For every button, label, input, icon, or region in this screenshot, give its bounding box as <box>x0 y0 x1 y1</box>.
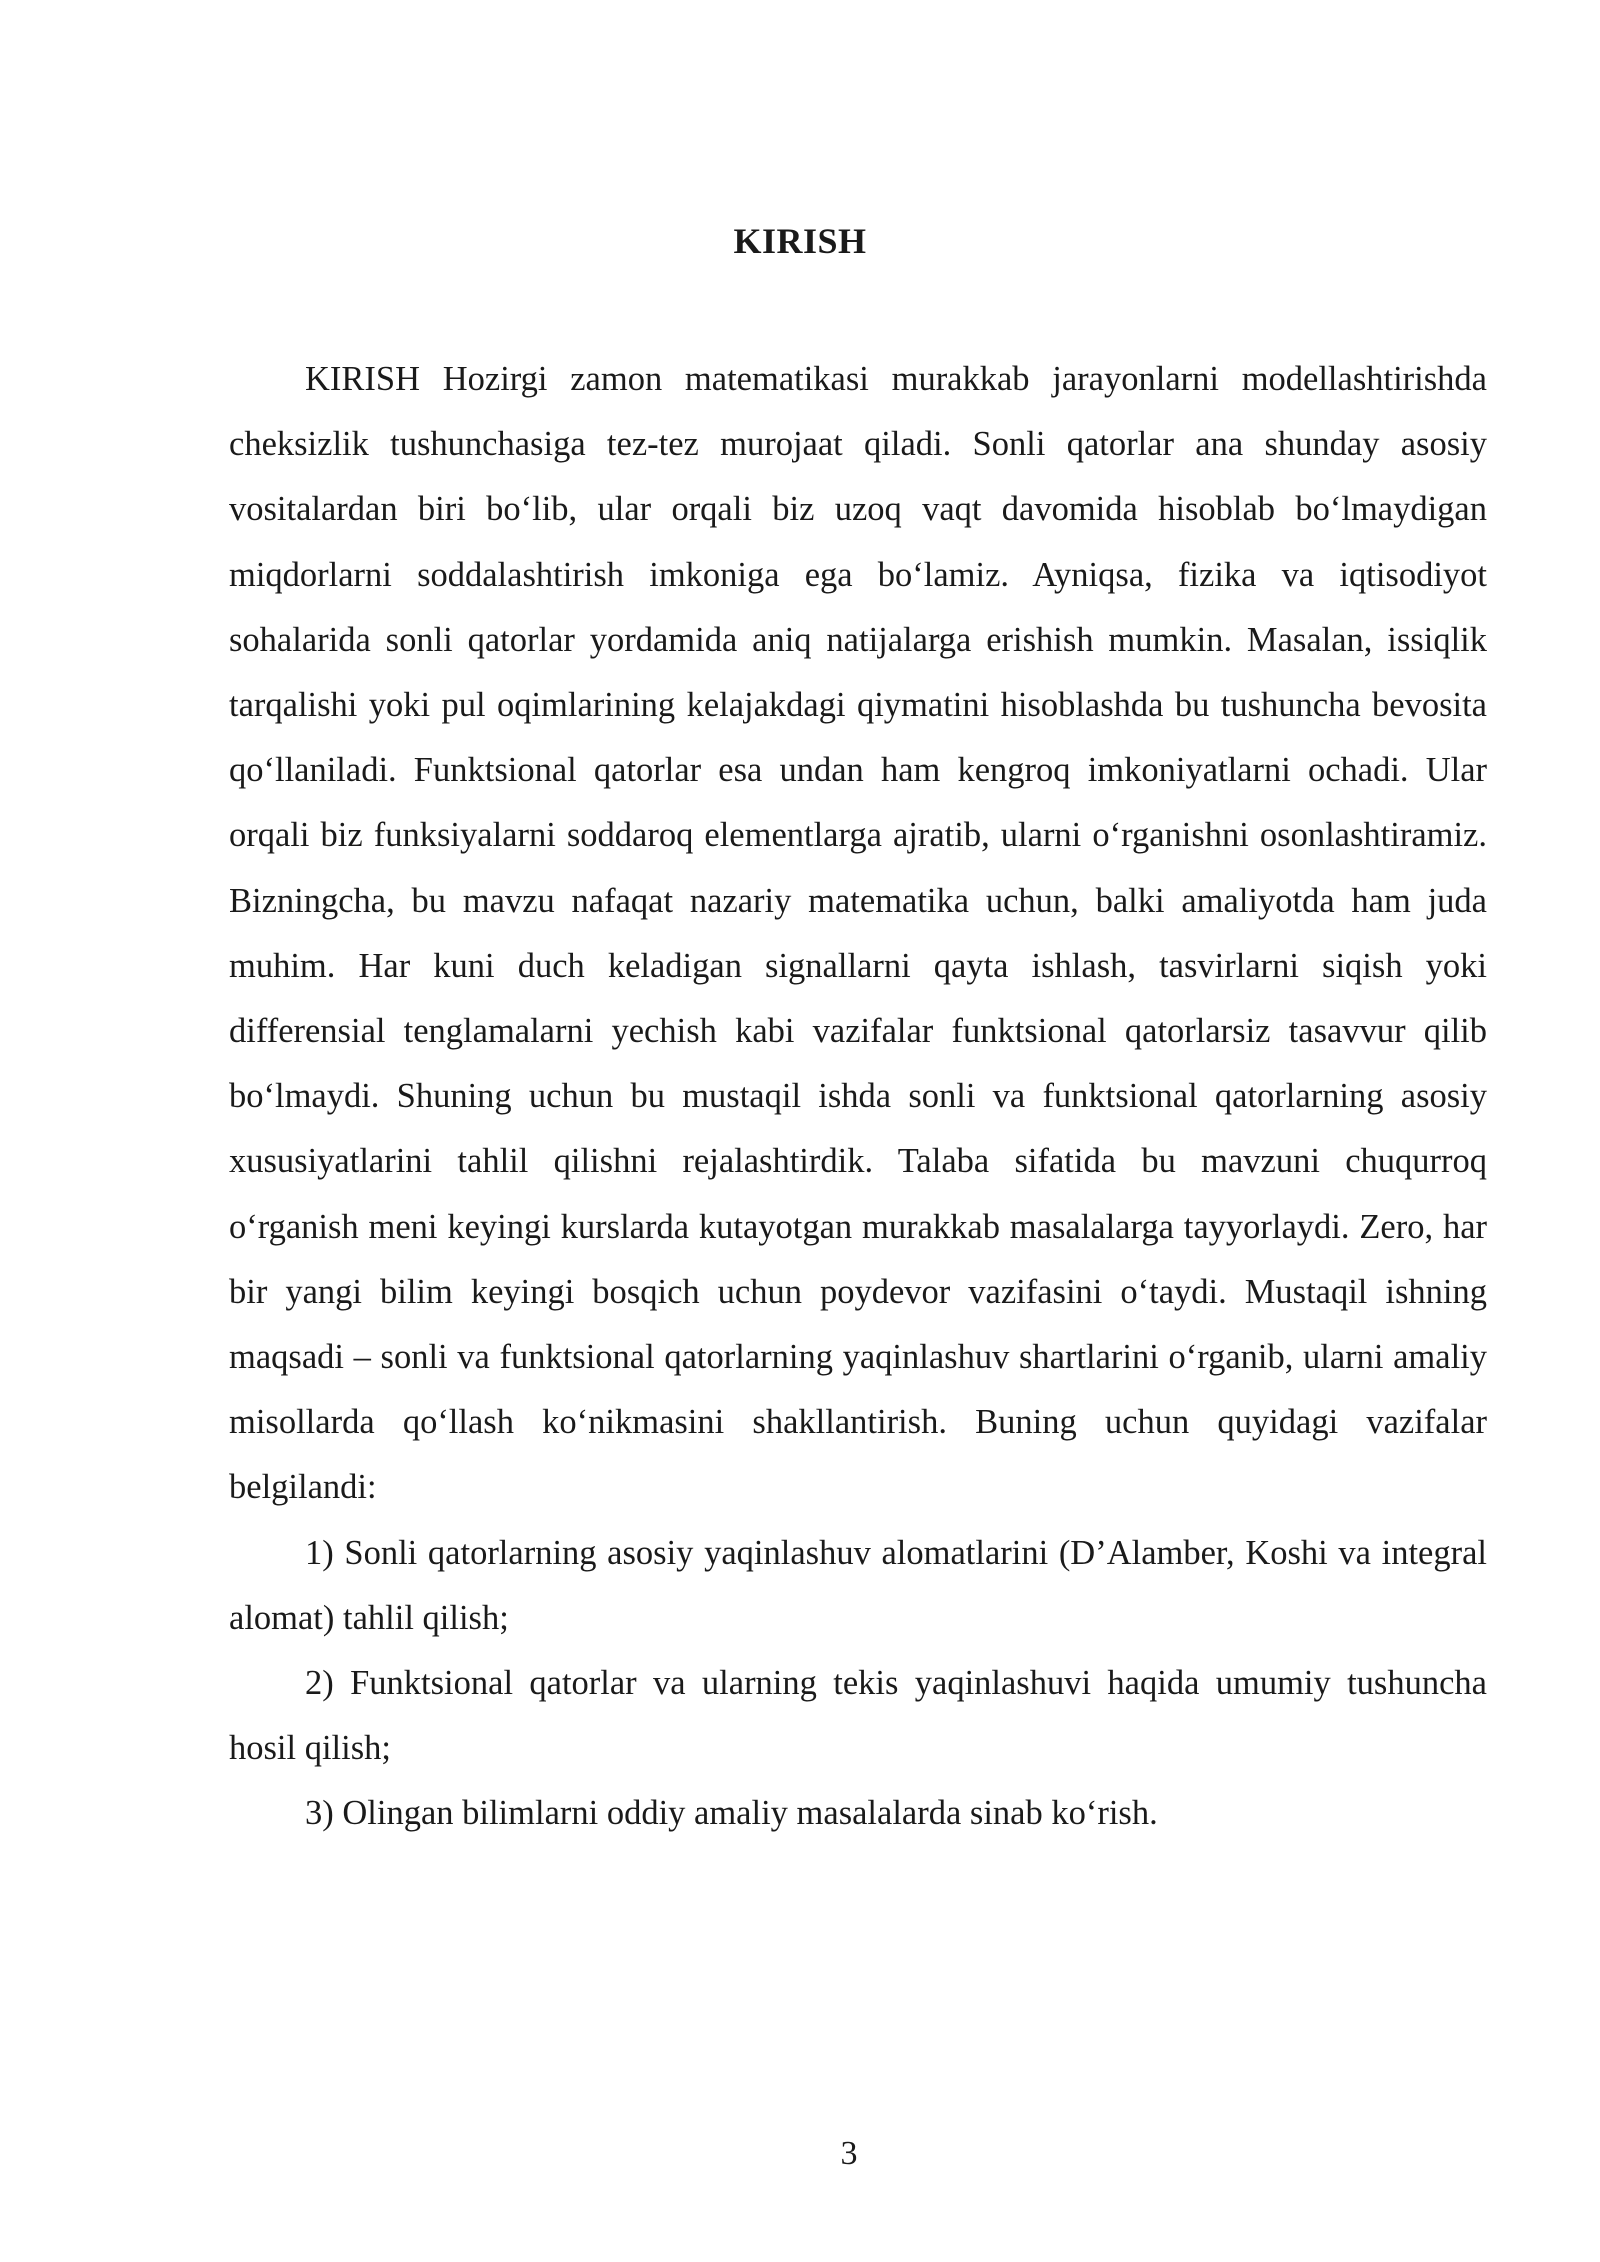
body-text <box>229 347 1487 1847</box>
task-item-1: 1) Sonli qatorlarning asosiy yaqinlashuv alomatlarini (D’Alamber, Koshi va integral alomat) tahlil qilish; <box>229 1533 1487 1637</box>
task-item-3: 3) Olingan bilimlarni oddiy amaliy masalalarda sinab ko‘rish. <box>305 1794 1158 1833</box>
page-number: 3 <box>840 2135 858 2172</box>
section-title: KIRISH <box>733 221 867 261</box>
intro-paragraph: KIRISH Hozirgi zamon matematikasi murakkab jarayonlarni modellashtirishda cheksizlik tushunchasiga tez-tez murojaat qiladi. Sonli qatorlar ana shunday asosiy vositalardan biri bo‘lib, ular orqali biz uzoq vaqt davomida hisoblab bo‘lmaydigan miqdorlarni soddalashtirish imkoniga ega bo‘lamiz. Ayniqsa, fizika va iqtisodiyot sohalarida sonli qatorlar yordamida aniq natijalarga erishish mumkin. Masalan, issiqlik tarqalishi yoki pul oqimlarining kelajakdagi qiymatini hisoblashda bu tushuncha bevosita qo‘llaniladi. Funktsional qatorlar esa undan ham kengroq imkoniyatlarni ochadi. Ular orqali biz funksiyalarni soddaroq elementlarga ajratib, ularni o‘rganishni osonlashtiramiz. Bizningcha, bu mavzu nafaqat nazariy matematika uchun, balki amaliyotda ham juda muhim. Har kuni duch keladigan signallarni qayta ishlash, tasvirlarni siqish yoki differensial tenglamalarni yechish kabi vazifalar funktsional qatorlarsiz tasavvur qilib bo‘lmaydi. Shuning uchun bu mustaqil ishda sonli va funktsional qatorlarning asosiy xususiyatlarini tahlil qilishni rejalashtirdik. Talaba sifatida bu mavzuni chuqurroq o‘rganish meni keyingi kurslarda kutayotgan murakkab masalalarga tayyorlaydi. Zero, har bir yangi bilim keyingi bosqich uchun poydevor vazifasini o‘taydi. Mustaqil ishning maqsadi – sonli va funktsional qatorlarning yaqinlashuv shartlarini o‘rganib, ularni amaliy misollarda qo‘llash ko‘nikmasini shakllantirish. Buning uchun quyidagi vazifalar belgilandi: <box>229 360 1487 1507</box>
task-item-2: 2) Funktsional qatorlar va ularning tekis yaqinlashuvi haqida umumiy tushuncha hosil qilish; <box>229 1664 1487 1768</box>
